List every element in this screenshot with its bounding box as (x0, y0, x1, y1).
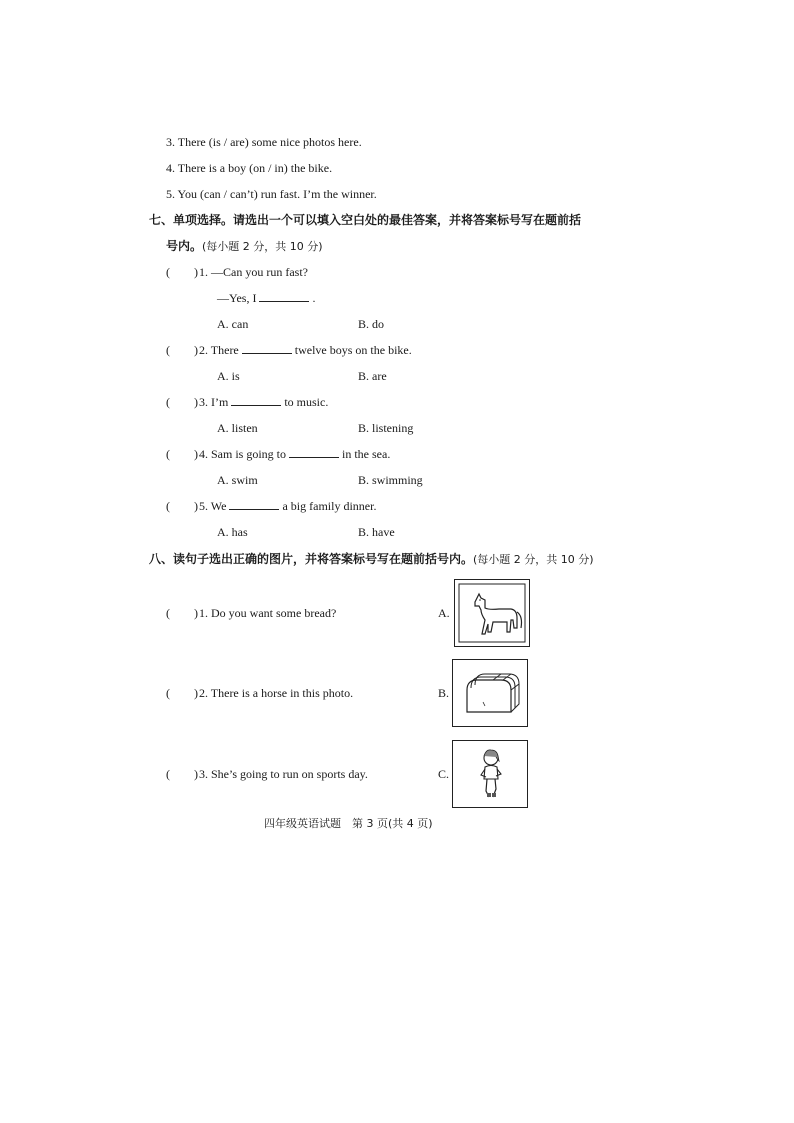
question-4-stem (199, 446, 390, 462)
question-1-reply-text: —Yes, I (217, 291, 257, 305)
answer-blank[interactable] (242, 342, 292, 354)
question-4-stem-after: in the sea. (342, 447, 391, 461)
question-2-stem-before: 2. There (199, 343, 239, 357)
section6-item-5: 5. You (can / can’t) run fast. I’m the winner. (166, 187, 377, 201)
answer-paren-q3[interactable]: ( ) (166, 395, 198, 409)
question-2-stem (199, 342, 412, 358)
horse-picture (454, 579, 530, 647)
section7-score-note: (每小题 2 分，共 10 分) (202, 240, 323, 253)
answer-paren-q1[interactable]: ( ) (166, 265, 198, 279)
answer-blank[interactable] (229, 498, 279, 510)
question-1-option-b: B. do (358, 317, 385, 331)
picture-letter-c: C. (438, 767, 450, 781)
question-5-option-a: A. has (217, 525, 248, 539)
section6-item-4: 4. There is a boy (on / in) the bike. (166, 161, 333, 175)
picture-letter-b: B. (438, 686, 450, 700)
match-sentence-2: 2. There is a horse in this photo. (199, 686, 354, 700)
question-2-stem-after: twelve boys on the bike. (294, 343, 412, 357)
answer-paren-s8-1[interactable]: ( ) (166, 606, 198, 620)
answer-paren-q5[interactable]: ( ) (166, 499, 198, 513)
question-4-option-a: A. swim (217, 473, 258, 487)
question-4-option-b: B. swimming (358, 473, 423, 487)
question-1-stem: 1. —Can you run fast? (199, 265, 308, 279)
page-footer: 四年级英语试题 第 3 页(共 4 页) (264, 817, 433, 830)
section7-title-line2 (166, 238, 323, 255)
answer-paren-s8-3[interactable]: ( ) (166, 767, 198, 781)
section8-title-text: 八、读句子选出正确的图片，并将答案标号写在题前括号内。 (149, 552, 474, 566)
question-3-option-a: A. listen (217, 421, 258, 435)
question-5-option-b: B. have (358, 525, 395, 539)
question-3-stem-after: to music. (284, 395, 329, 409)
answer-blank[interactable] (231, 394, 281, 406)
answer-blank[interactable] (289, 446, 339, 458)
girl-picture (452, 740, 528, 808)
question-2-option-b: B. are (358, 369, 387, 383)
question-3-option-b: B. listening (358, 421, 414, 435)
match-sentence-1: 1. Do you want some bread? (199, 606, 337, 620)
answer-paren-q4[interactable]: ( ) (166, 447, 198, 461)
bread-picture (452, 659, 528, 727)
question-3-stem-before: 3. I’m (199, 395, 229, 409)
question-4-stem-before: 4. Sam is going to (199, 447, 287, 461)
match-sentence-3: 3. She’s going to run on sports day. (199, 767, 368, 781)
question-1-reply-end: . (312, 291, 316, 305)
question-2-option-a: A. is (217, 369, 240, 383)
section7-title-line1: 七、单项选择。请选出一个可以填入空白处的最佳答案，并将答案标号写在题前括 (149, 213, 582, 227)
question-5-stem (199, 498, 376, 514)
picture-letter-a: A. (438, 606, 450, 620)
section6-item-3: 3. There (is / are) some nice photos here. (166, 135, 362, 149)
answer-paren-s8-2[interactable]: ( ) (166, 686, 198, 700)
question-1-reply (217, 290, 315, 306)
question-1-option-a: A. can (217, 317, 249, 331)
question-5-stem-after: a big family dinner. (282, 499, 377, 513)
question-5-stem-before: 5. We (199, 499, 227, 513)
answer-paren-q2[interactable]: ( ) (166, 343, 198, 357)
section8-score-note: (每小题 2 分，共 10 分) (473, 553, 594, 566)
section7-title-suffix: 号内。 (166, 239, 203, 253)
question-3-stem (199, 394, 328, 410)
answer-blank[interactable] (259, 290, 309, 302)
section8-title (149, 551, 594, 568)
